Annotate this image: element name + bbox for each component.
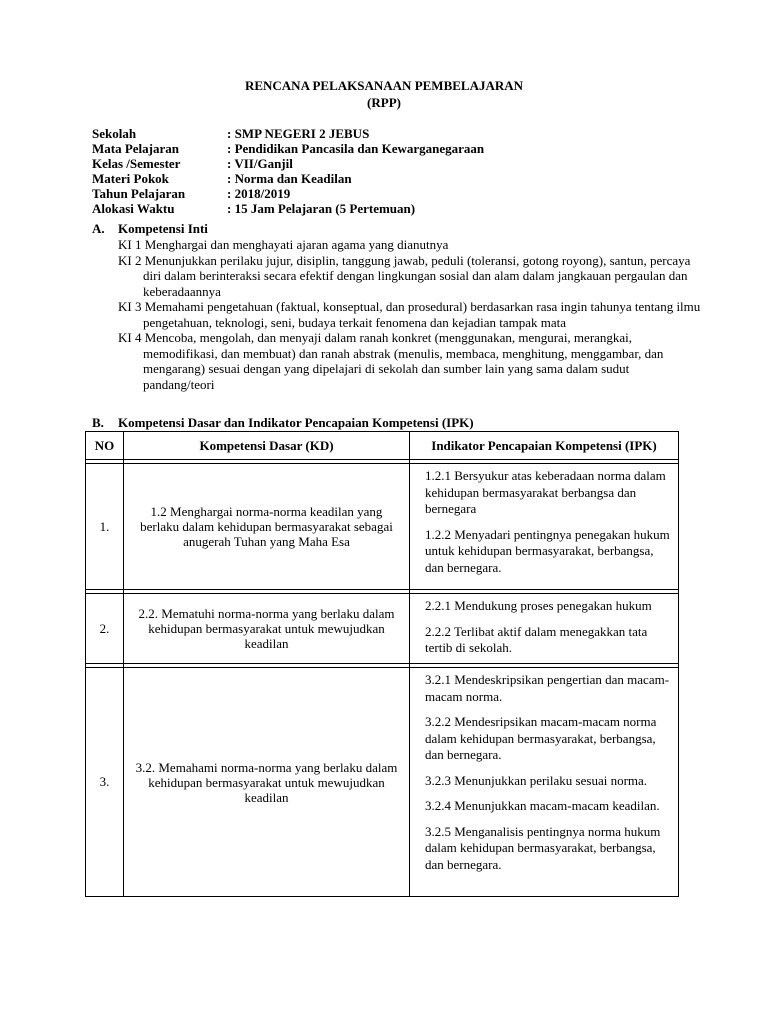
table-row	[86, 464, 679, 590]
identity-block	[92, 126, 484, 216]
identity-row	[92, 186, 484, 201]
section-title: Kompetensi Inti	[118, 221, 208, 236]
section-title: Kompetensi Dasar dan Indikator Pencapaian Kompetensi (IPK)	[118, 415, 474, 430]
document-title: RENCANA PELAKSANAAN PEMBELAJARAN	[244, 78, 524, 93]
identity-row	[92, 171, 484, 186]
table-row	[86, 594, 679, 664]
ki-item: KI 4 Mencoba, mengolah, dan menyaji dalam ranah konkret (menggunakan, mengurai, merangkai, memodifikasi, dan membuat) dan ranah abstrak (menulis, membaca, menghitung, menggambar, dan mengarang) sesuai dengan yang dipelajari di sekolah dan sumber lain yang sama dalam sudut pandang/teori	[118, 330, 664, 392]
identity-key: Tahun Pelajaran	[92, 186, 186, 201]
header-ipk: Indikator Pencapaian Kompetensi (IPK)	[410, 432, 679, 460]
section-kd-heading	[92, 415, 474, 431]
ipk-item: 3.2.5 Menganalisis pentingnya norma hukum dalam kehidupan bermasyarakat, berbangsa, dan bernegara.	[425, 823, 661, 872]
identity-value: : SMP NEGERI 2 JEBUS	[227, 126, 370, 141]
ipk-item: 1.2.2 Menyadari pentingnya penegakan hukum untuk kehidupan bermasyarakat, berbangsa, dan bernegara.	[425, 526, 670, 575]
header-kd: Kompetensi Dasar (KD)	[124, 432, 410, 460]
identity-key: Alokasi Waktu	[92, 201, 175, 216]
identity-row	[92, 126, 484, 141]
identity-value: : 2018/2019	[227, 186, 291, 201]
identity-key: Kelas /Semester	[92, 156, 181, 171]
row-number: 3.	[86, 668, 124, 897]
table-row	[86, 668, 679, 897]
identity-value: : Pendidikan Pancasila dan Kewarganegaraan	[227, 141, 485, 156]
ki-item: KI 3 Memahami pengetahuan (faktual, konseptual, dan prosedural) berdasarkan rasa ingin tahunya tentang ilmu pengetahuan, teknologi, seni, budaya terkait fenomena dan kejadian tampak mata	[118, 299, 701, 330]
identity-row	[92, 201, 484, 216]
identity-key: Sekolah	[92, 126, 137, 141]
section-letter: A.	[92, 221, 105, 236]
identity-value: : VII/Ganjil	[227, 156, 293, 171]
row-number: 1.	[86, 464, 124, 590]
header-no: NO	[86, 432, 124, 460]
ipk-cell	[410, 464, 679, 590]
ipk-cell	[410, 594, 679, 664]
section-kompetensi-inti	[92, 221, 701, 392]
kd-cell: 2.2. Mematuhi norma-norma yang berlaku dalam kehidupan bermasyarakat untuk mewujudkan keadilan	[124, 594, 410, 664]
ipk-item: 3.2.4 Menunjukkan macam-macam keadilan.	[425, 798, 660, 813]
ipk-item: 3.2.2 Mendesripsikan macam-macam norma dalam kehidupan bermasyarakat, berbangsa, dan bernegara.	[425, 714, 657, 762]
section-heading	[92, 221, 692, 237]
identity-row	[92, 141, 484, 156]
identity-value: : Norma dan Keadilan	[227, 171, 352, 186]
identity-key: Materi Pokok	[92, 171, 169, 186]
ipk-item: 2.2.1 Mendukung proses penegakan hukum	[425, 598, 652, 613]
kd-cell: 3.2. Memahami norma-norma yang berlaku dalam kehidupan bermasyarakat untuk mewujudkan keadilan	[124, 668, 410, 897]
identity-row	[92, 156, 484, 171]
document-subtitle: (RPP)	[367, 95, 401, 110]
section-letter: B.	[92, 415, 104, 430]
ki-item: KI 1 Menghargai dan menghayati ajaran agama yang dianutnya	[118, 237, 449, 252]
ki-item: KI 2 Menunjukkan perilaku jujur, disiplin, tanggung jawab, peduli (toleransi, gotong royong), santun, percaya diri dalam berinteraksi secara efektif dengan lingkungan sosial dan alam dalam jangkauan pergaulan dan keberadaannya	[118, 252, 691, 299]
ipk-item: 2.2.2 Terlibat aktif dalam menegakkan tata tertib di sekolah.	[425, 623, 648, 655]
ipk-item: 3.2.1 Mendeskripsikan pengertian dan macam-macam norma.	[425, 672, 670, 704]
ipk-cell	[410, 668, 679, 897]
identity-value: : 15 Jam Pelajaran (5 Pertemuan)	[227, 201, 416, 216]
ipk-item: 1.2.1 Bersyukur atas keberadaan norma dalam kehidupan bermasyarakat berbangsa dan bernegara	[425, 468, 666, 516]
ipk-item: 3.2.3 Menunjukkan perilaku sesuai norma.	[425, 772, 648, 788]
identity-key: Mata Pelajaran	[92, 141, 180, 156]
table-header-row	[86, 432, 679, 460]
kd-ipk-table	[85, 431, 679, 897]
row-number: 2.	[86, 594, 124, 664]
kd-cell: 1.2 Menghargai norma-norma keadilan yang berlaku dalam kehidupan bermasyarakat sebagai anugerah Tuhan yang Maha Esa	[124, 464, 410, 590]
